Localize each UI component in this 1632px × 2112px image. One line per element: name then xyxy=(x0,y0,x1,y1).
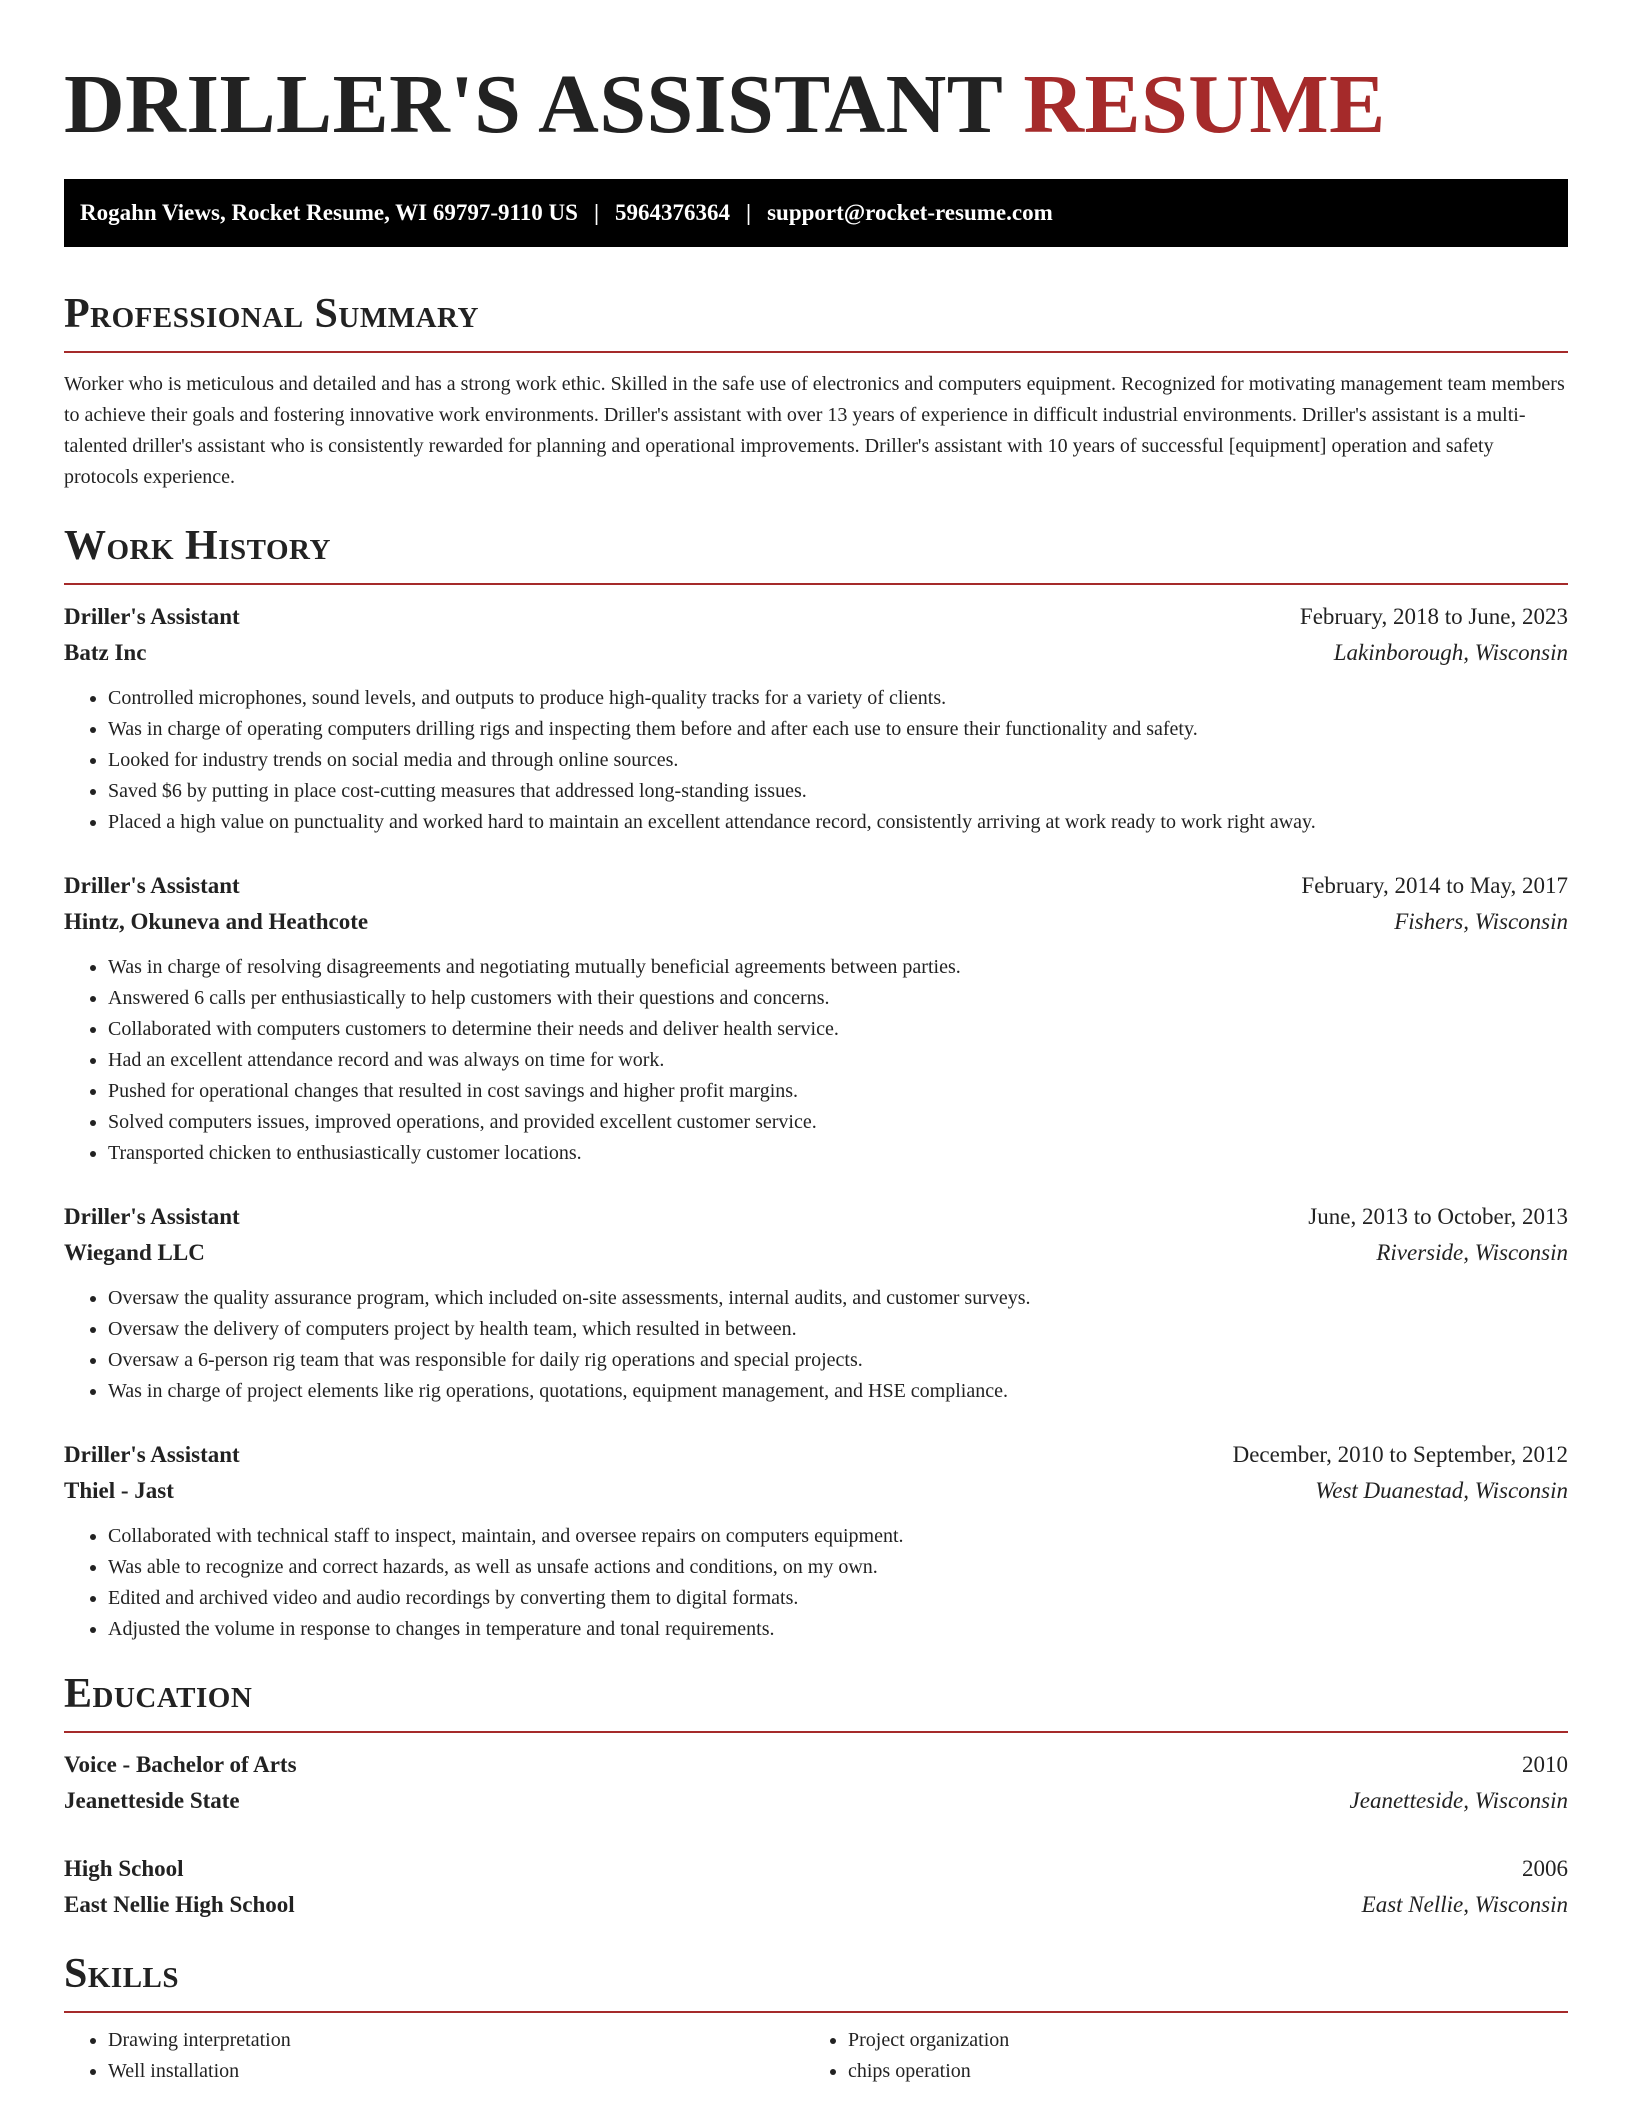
skills-grid xyxy=(64,2025,1568,2087)
job-company: Wiegand LLC xyxy=(64,1240,205,1265)
skills-heading: Skills xyxy=(64,1951,180,1997)
education-section xyxy=(64,1669,1568,1923)
job-location: Riverside, Wisconsin xyxy=(1376,1240,1568,1265)
job-bullet: • Solved computers issues, improved operations, and provided excellent customer service. xyxy=(108,1107,1568,1138)
education-location: East Nellie, Wisconsin xyxy=(1361,1892,1568,1917)
job-entry xyxy=(64,868,1568,1169)
skills-section xyxy=(64,1949,1568,2087)
job-bullet: • Placed a high value on punctuality and worked hard to maintain an excellent attendance record, consistently arriving at work ready to work right away. xyxy=(108,807,1568,838)
education-degree: Voice - Bachelor of Arts xyxy=(64,1752,297,1777)
contact-bar xyxy=(64,179,1568,247)
job-bullet: • Looked for industry trends on social media and through online sources. xyxy=(108,745,1568,776)
summary-text: Worker who is meticulous and detailed and has a strong work ethic. Skilled in the safe use of electronics and computers equipment. Recognized for motivating management team members to achieve their goals and fostering innovative work environments. Driller's assistant with over 13 years of experience in difficult industrial environments. Driller's assistant is a multi-talented driller's assistant who is consistently rewarded for planning and operational improvements. Driller's assistant with 10 years of successful [equipment] operation and safety protocols experience. xyxy=(64,373,1565,488)
job-dates: February, 2014 to May, 2017 xyxy=(1301,873,1568,898)
job-bullet: • Was able to recognize and correct hazards, as well as unsafe actions and conditions, on my own. xyxy=(108,1552,1568,1583)
job-company: Batz Inc xyxy=(64,640,147,665)
job-company-row xyxy=(64,1473,1568,1509)
contact-address: Rogahn Views, Rocket Resume, WI 69797-9110 US xyxy=(80,200,578,225)
job-bullets xyxy=(64,683,1568,838)
education-year: 2010 xyxy=(1522,1752,1568,1777)
job-company-row xyxy=(64,1235,1568,1271)
skill-item: • Project organization xyxy=(848,2025,1544,2056)
job-company: Hintz, Okuneva and Heathcote xyxy=(64,909,369,934)
job-bullet: • Had an excellent attendance record and was always on time for work. xyxy=(108,1045,1568,1076)
job-title: Driller's Assistant xyxy=(64,1204,240,1229)
skill-item: • chips operation xyxy=(848,2056,1544,2087)
work-history-section xyxy=(64,521,1568,1645)
job-bullet: • Was in charge of resolving disagreements and negotiating mutually beneficial agreements between parties. xyxy=(108,952,1568,983)
skills-column-right xyxy=(804,2025,1544,2087)
job-bullet: • Oversaw a 6-person rig team that was responsible for daily rig operations and special projects. xyxy=(108,1345,1568,1376)
section-divider xyxy=(64,1731,1568,1733)
job-company: Thiel - Jast xyxy=(64,1478,174,1503)
job-location: Lakinborough, Wisconsin xyxy=(1333,640,1568,665)
education-entry xyxy=(64,1851,1568,1923)
job-company-row xyxy=(64,635,1568,671)
job-bullet: • Edited and archived video and audio recordings by converting them to digital formats. xyxy=(108,1583,1568,1614)
job-bullet: • Transported chicken to enthusiastically customer locations. xyxy=(108,1138,1568,1169)
work-history-heading: Work History xyxy=(64,523,331,569)
job-bullet: • Saved $6 by putting in place cost-cutting measures that addressed long-standing issues. xyxy=(108,776,1568,807)
skill-item: • Well installation xyxy=(108,2056,804,2087)
job-bullet: • Oversaw the delivery of computers project by health team, which resulted in between. xyxy=(108,1314,1568,1345)
education-school-row xyxy=(64,1887,1568,1923)
job-header-row xyxy=(64,1437,1568,1473)
job-company-row xyxy=(64,904,1568,940)
job-dates: February, 2018 to June, 2023 xyxy=(1299,604,1568,629)
job-bullets xyxy=(64,952,1568,1169)
education-heading: Education xyxy=(64,1671,253,1717)
title-main: DRILLER'S ASSISTANT xyxy=(64,58,1002,151)
education-degree: High School xyxy=(64,1856,184,1881)
contact-separator: | xyxy=(593,200,600,225)
section-divider xyxy=(64,2011,1568,2013)
job-bullets xyxy=(64,1283,1568,1407)
job-bullet: • Collaborated with computers customers to determine their needs and deliver health service. xyxy=(108,1014,1568,1045)
skill-item: • Drawing interpretation xyxy=(108,2025,804,2056)
job-title: Driller's Assistant xyxy=(64,604,240,629)
education-school-row xyxy=(64,1783,1568,1819)
summary-heading: Professional Summary xyxy=(64,291,479,337)
job-bullet: • Pushed for operational changes that resulted in cost savings and higher profit margins. xyxy=(108,1076,1568,1107)
title-accent: RESUME xyxy=(1023,58,1386,151)
job-bullet: • Was in charge of project elements like rig operations, quotations, equipment management, and HSE compliance. xyxy=(108,1376,1568,1407)
education-year: 2006 xyxy=(1522,1856,1568,1881)
job-bullets xyxy=(64,1521,1568,1645)
section-divider xyxy=(64,583,1568,585)
job-entry xyxy=(64,1437,1568,1645)
section-divider xyxy=(64,351,1568,353)
job-title: Driller's Assistant xyxy=(64,1442,240,1467)
job-location: Fishers, Wisconsin xyxy=(1394,909,1568,934)
education-location: Jeanetteside, Wisconsin xyxy=(1349,1788,1568,1813)
job-bullet: • Adjusted the volume in response to changes in temperature and tonal requirements. xyxy=(108,1614,1568,1645)
job-entry xyxy=(64,599,1568,838)
education-school: Jeanetteside State xyxy=(64,1788,240,1813)
job-location: West Duanestad, Wisconsin xyxy=(1315,1478,1568,1503)
job-dates: December, 2010 to September, 2012 xyxy=(1232,1442,1568,1467)
skills-list xyxy=(804,2025,1544,2087)
education-school: East Nellie High School xyxy=(64,1892,295,1917)
job-header-row xyxy=(64,599,1568,635)
job-bullet: • Controlled microphones, sound levels, and outputs to produce high-quality tracks for a variety of clients. xyxy=(108,683,1568,714)
skills-list xyxy=(64,2025,804,2087)
education-header-row xyxy=(64,1747,1568,1783)
job-header-row xyxy=(64,1199,1568,1235)
job-dates: June, 2013 to October, 2013 xyxy=(1308,1204,1568,1229)
resume-title xyxy=(64,0,1568,160)
job-bullet: • Was in charge of operating computers drilling rigs and inspecting them before and after each use to ensure their functionality and safety. xyxy=(108,714,1568,745)
job-bullet: • Oversaw the quality assurance program, which included on-site assessments, internal audits, and customer surveys. xyxy=(108,1283,1568,1314)
job-title: Driller's Assistant xyxy=(64,873,240,898)
contact-separator: | xyxy=(746,200,752,225)
skills-column-left xyxy=(64,2025,804,2087)
job-entry xyxy=(64,1199,1568,1407)
contact-email[interactable]: support@rocket-resume.com xyxy=(767,200,1053,225)
job-bullet: • Collaborated with technical staff to inspect, maintain, and oversee repairs on computers equipment. xyxy=(108,1521,1568,1552)
summary-section xyxy=(64,289,1568,493)
education-header-row xyxy=(64,1851,1568,1887)
contact-phone: 5964376364 xyxy=(615,200,731,225)
job-header-row xyxy=(64,868,1568,904)
education-entry xyxy=(64,1747,1568,1819)
job-bullet: • Answered 6 calls per enthusiastically to help customers with their questions and concerns. xyxy=(108,983,1568,1014)
